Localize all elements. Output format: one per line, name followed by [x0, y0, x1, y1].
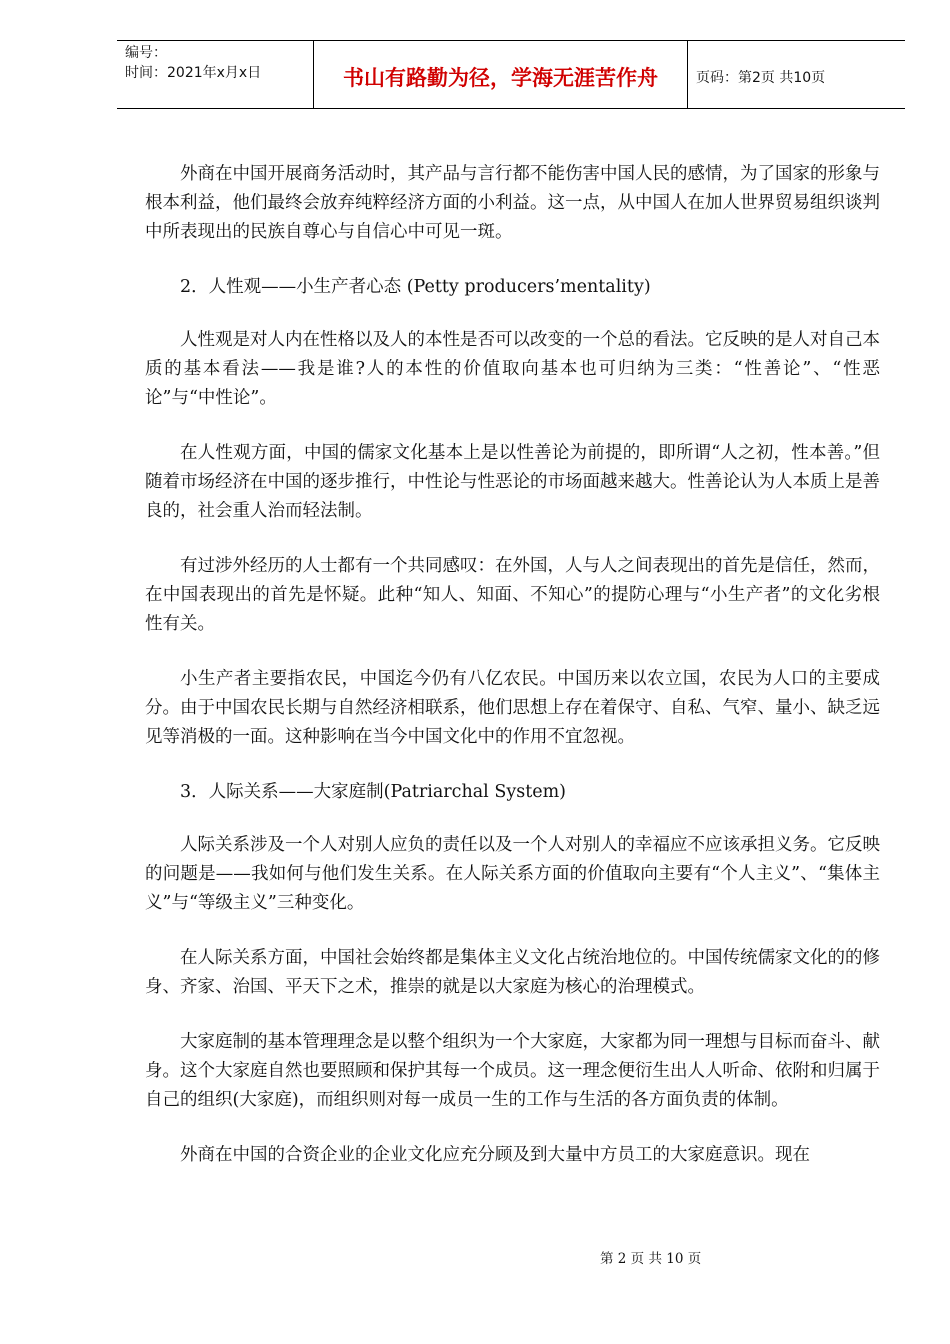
paragraph: 有过涉外经历的人士都有一个共同感叹：在外国，人与人之间表现出的首先是信任，然而，在中国表现出的首先是怀疑。此种“知人、知面、不知心”的提防心理与“小生产者”的文化劣根性有关。	[145, 556, 880, 634]
paragraph: 外商在中国的合资企业的企业文化应充分顾及到大量中方员工的大家庭意识。现在	[180, 1145, 810, 1165]
paragraph: 小生产者主要指农民，中国迄今仍有八亿农民。中国历来以农立国，农民为人口的主要成分。由于中国农民长期与自然经济相联系，他们思想上存在着保守、自私、气窄、量小、缺乏远见等消极的一面。这种影响在当今中国文化中的作用不宜忽视。	[145, 669, 880, 747]
document-body	[145, 160, 880, 1196]
section-heading-interpersonal: 3．人际关系——大家庭制(Patriarchal System)	[180, 782, 567, 802]
page-header	[117, 40, 905, 109]
paragraph: 人性观是对人内在性格以及人的本性是否可以改变的一个总的看法。它反映的是人对自己本质的基本看法——我是谁?人的本性的价值取向基本也可归纳为三类：“性善论”、“性恶论”与“中性论”。	[145, 330, 880, 408]
page-footer: 第 2 页 共 10 页	[600, 1251, 702, 1267]
paragraph: 外商在中国开展商务活动时，其产品与言行都不能伤害中国人民的感情，为了国家的形象与根本利益，他们最终会放弃纯粹经济方面的小利益。这一点，从中国人在加人世界贸易组织谈判中所表现出的民族自尊心与自信心中可见一斑。	[145, 164, 880, 242]
paragraph: 在人际关系方面，中国社会始终都是集体主义文化占统治地位的。中国传统儒家文化的的修身、齐家、治国、平天下之术，推崇的就是以大家庭为核心的治理模式。	[145, 948, 880, 997]
header-meta	[117, 41, 314, 108]
header-page-label: 页码：第2页 共10页	[696, 69, 826, 86]
paragraph: 在人性观方面，中国的儒家文化基本上是以性善论为前提的，即所谓“人之初，性本善。”但随着市场经济在中国的逐步推行，中性论与性恶论的市场面越来越大。性善论认为人本质上是善良的，社会重人治而轻法制。	[145, 443, 880, 521]
header-motto: 书山有路勤为径，学海无涯苦作舟	[314, 41, 688, 108]
paragraph: 人际关系涉及一个人对别人应负的责任以及一个人对别人的幸福应不应该承担义务。它反映的问题是——我如何与他们发生关系。在人际关系方面的价值取向主要有“个人主义”、“集体主义”与“等级主义”三种变化。	[145, 835, 880, 913]
document-time-label: 时间：2021年x月x日	[125, 65, 262, 81]
paragraph: 大家庭制的基本管理理念是以整个组织为一个大家庭，大家都为同一理想与目标而奋斗、献身。这个大家庭自然也要照顾和保护其每一个成员。这一理念便衍生出人人听命、依附和归属于自己的组织(大家庭)，而组织则对每一成员一生的工作与生活的各方面负责的体制。	[145, 1032, 880, 1110]
section-heading-human-nature: 2．人性观——小生产者心态 (Petty producers’mentality)	[180, 277, 651, 297]
document-number-label: 编号：	[125, 45, 167, 61]
